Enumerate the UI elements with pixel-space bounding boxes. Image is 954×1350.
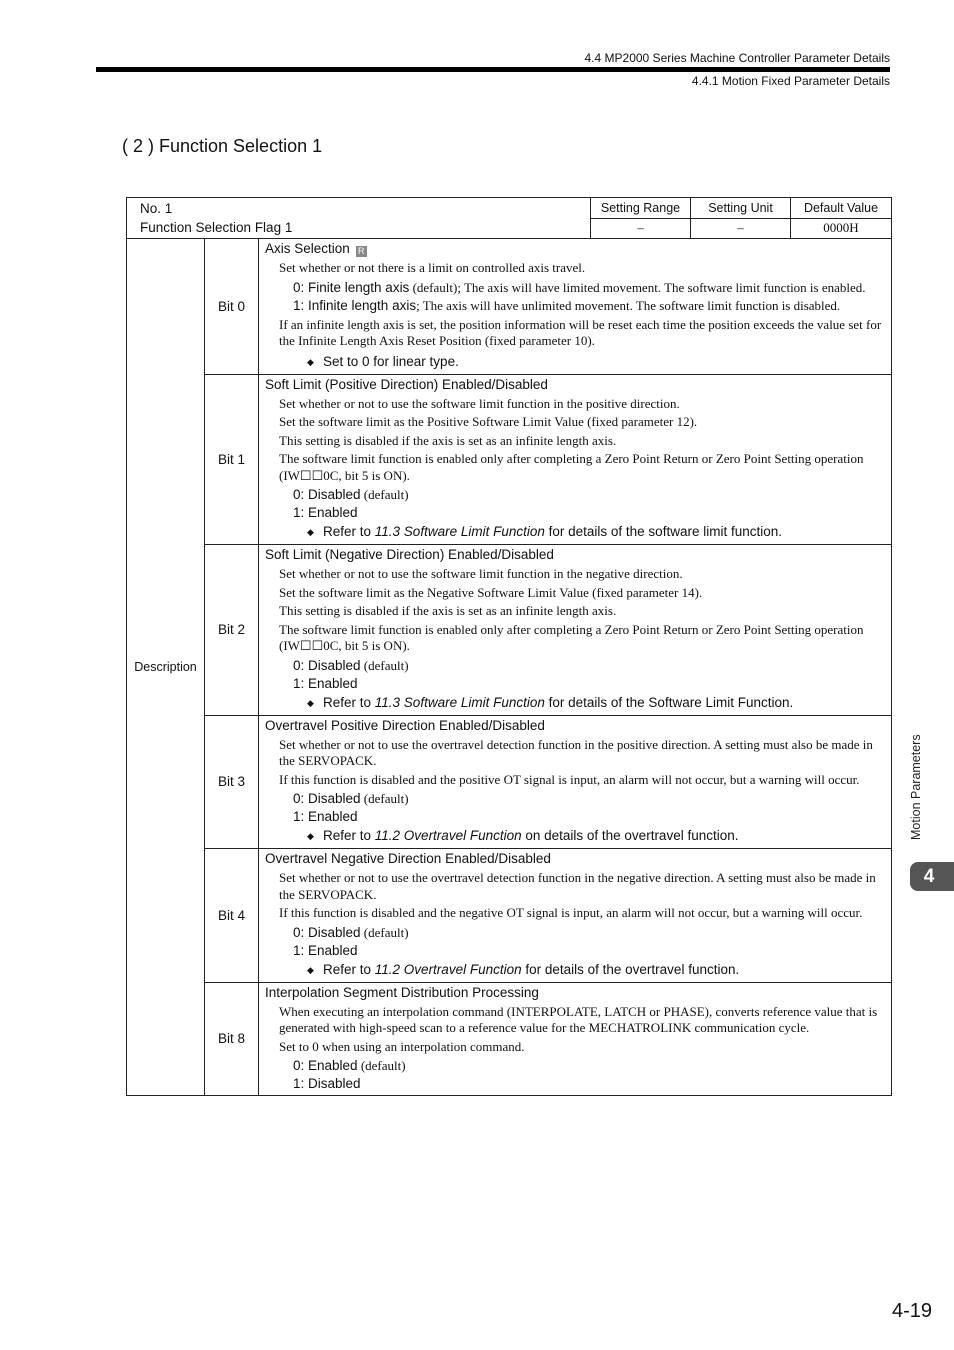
bit-option: 0: Disabled (default) xyxy=(293,487,409,502)
bit-label: Bit 2 xyxy=(205,545,259,716)
diamond-bullet-icon: ◆ xyxy=(307,697,314,708)
bit-note: ◆ Refer to 11.3 Software Limit Function for details of the Software Limit Function. xyxy=(265,693,887,713)
bit-description xyxy=(259,239,892,375)
bit-description xyxy=(259,715,892,849)
bit-paragraph: If an infinite length axis is set, the position information will be reset each time the position exceeds the value set for the Infinite Length Axis Reset Position (fixed parameter 10). xyxy=(279,316,882,348)
bit-title: Axis Selection xyxy=(265,241,350,256)
diamond-bullet-icon: ◆ xyxy=(307,831,314,841)
bit-option: 1: Disabled xyxy=(293,1076,361,1091)
bit-title: Overtravel Negative Direction Enabled/Disabled xyxy=(265,851,551,866)
bit-label: Bit 1 xyxy=(205,374,259,545)
col-setting-unit: Setting Unit xyxy=(691,198,791,219)
bit-title: Soft Limit (Positive Direction) Enabled/Disabled xyxy=(265,376,548,392)
side-tab-label: Motion Parameters xyxy=(909,734,923,840)
bit-option: 1: Enabled xyxy=(293,942,358,958)
bit-paragraph: Set whether or not to use the overtravel detection function in the negative direction. A setting must also be made in the SERVOPACK. xyxy=(279,870,876,902)
bit-paragraph: Set whether or not there is a limit on controlled axis travel. xyxy=(279,260,586,275)
bit-note: ◆ Refer to 11.2 Overtravel Function on details of the overtravel function. xyxy=(265,826,887,846)
bit-label: Bit 0 xyxy=(205,239,259,375)
bit-option: 0: Enabled (default) xyxy=(293,1058,406,1073)
bit-paragraph: Set to 0 when using an interpolation command. xyxy=(279,1038,525,1054)
bit-title: Soft Limit (Negative Direction) Enabled/Disabled xyxy=(265,547,554,562)
bit-title: Overtravel Positive Direction Enabled/Disabled xyxy=(265,717,545,733)
bit-note: ◆ Refer to 11.2 Overtravel Function for details of the overtravel function. xyxy=(265,960,887,980)
bit-option: 0: Finite length axis (default); The axis will have limited movement. The software limit function is enabled. xyxy=(293,279,866,295)
bit-paragraph: The software limit function is enabled only after completing a Zero Point Return or Zero Point Setting operation (IW☐☐0C, bit 5 is ON). xyxy=(279,621,864,653)
bit-option: 1: Enabled xyxy=(293,809,358,824)
bit-paragraph: When executing an interpolation command (INTERPOLATE, LATCH or PHASE), converts reference value that is generated with high-speed scan to a reference value for the MECHATROLINK communication cycle. xyxy=(279,1003,878,1035)
bit-paragraph: The software limit function is enabled only after completing a Zero Point Return or Zero Point Setting operation (IW☐☐0C, bit 5 is ON). xyxy=(279,451,864,483)
header-rule xyxy=(96,67,890,72)
bit-paragraph: Set the software limit as the Positive Software Limit Value (fixed parameter 12). xyxy=(279,414,698,429)
diamond-bullet-icon: ◆ xyxy=(307,356,314,367)
bit-option: 0: Disabled (default) xyxy=(293,657,409,673)
diamond-bullet-icon: ◆ xyxy=(307,527,314,537)
page-number: 4-19 xyxy=(891,1300,932,1322)
bit-label: Bit 8 xyxy=(205,982,259,1096)
bit-description xyxy=(259,982,892,1096)
cross-reference-link[interactable]: 11.3 Software Limit Function xyxy=(374,524,545,539)
col-default-value: Default Value xyxy=(791,198,892,219)
cross-reference-link[interactable]: 11.3 Software Limit Function xyxy=(374,694,545,710)
col-setting-range: Setting Range xyxy=(591,198,691,219)
parameter-name: Function Selection Flag 1 xyxy=(140,220,293,235)
bit-note: ◆ Refer to 11.3 Software Limit Function for details of the software limit function. xyxy=(265,522,887,542)
parameter-header xyxy=(127,198,591,239)
bit-option: 1: Enabled xyxy=(293,505,358,520)
cross-reference-link[interactable]: 11.2 Overtravel Function xyxy=(374,961,522,977)
setting-range-value: – xyxy=(591,218,691,239)
bit-option: 0: Disabled (default) xyxy=(293,791,409,806)
running-header-section: 4.4 MP2000 Series Machine Controller Parameter Details xyxy=(584,51,890,65)
parameter-table xyxy=(126,197,892,1096)
parameter-number: No. 1 xyxy=(140,201,173,216)
bit-option: 0: Disabled (default) xyxy=(293,924,409,940)
bit-option: 1: Enabled xyxy=(293,675,358,691)
running-header-subsection: 4.4.1 Motion Fixed Parameter Details xyxy=(691,74,890,88)
bit-label: Bit 3 xyxy=(205,715,259,849)
bit-paragraph: If this function is disabled and the positive OT signal is input, an alarm will not occur, but a warning will occur. xyxy=(279,771,860,787)
bit-description xyxy=(259,545,892,716)
description-label: Description xyxy=(127,239,205,1096)
setting-unit-value: – xyxy=(691,218,791,239)
bit-description xyxy=(259,849,892,983)
section-title: ( 2 ) Function Selection 1 xyxy=(122,136,323,156)
bit-description xyxy=(259,374,892,545)
default-value: 0000H xyxy=(791,218,892,239)
bit-note: ◆ Set to 0 for linear type. xyxy=(265,352,887,372)
bit-option: 1: Infinite length axis; The axis will have unlimited movement. The software limit function is disabled. xyxy=(293,297,841,313)
bit-paragraph: This setting is disabled if the axis is set as an infinite length axis. xyxy=(279,432,617,448)
bit-paragraph: Set whether or not to use the software limit function in the positive direction. xyxy=(279,395,680,411)
read-only-icon: R xyxy=(356,246,367,257)
bit-title: Interpolation Segment Distribution Processing xyxy=(265,984,539,1000)
bit-paragraph: If this function is disabled and the negative OT signal is input, an alarm will not occur, but a warning will occur. xyxy=(279,905,863,920)
bit-paragraph: This setting is disabled if the axis is set as an infinite length axis. xyxy=(279,603,617,618)
chapter-tab: 4 xyxy=(910,862,954,891)
cross-reference-link[interactable]: 11.2 Overtravel Function xyxy=(374,828,522,843)
bit-paragraph: Set whether or not to use the software limit function in the negative direction. xyxy=(279,566,683,581)
diamond-bullet-icon: ◆ xyxy=(307,964,314,975)
bit-label: Bit 4 xyxy=(205,849,259,983)
bit-paragraph: Set whether or not to use the overtravel detection function in the positive direction. A setting must also be made in the SERVOPACK. xyxy=(279,736,873,768)
bit-paragraph: Set the software limit as the Negative Software Limit Value (fixed parameter 14). xyxy=(279,584,703,600)
